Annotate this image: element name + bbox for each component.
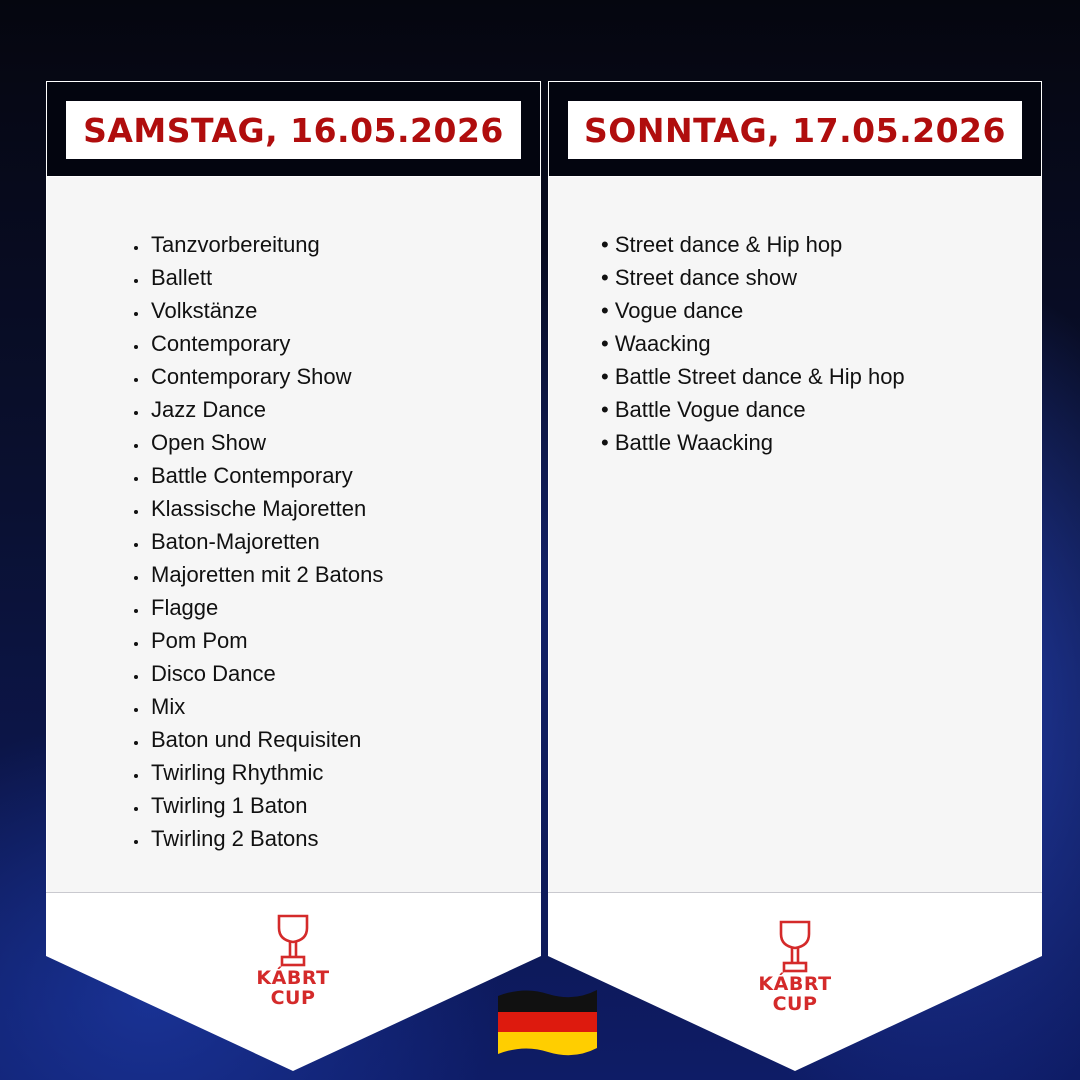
saturday-divider	[46, 892, 541, 893]
list-item: • Tanzvorbereitung	[149, 228, 383, 261]
list-item: • Street dance show	[601, 265, 798, 290]
saturday-date-box	[66, 101, 521, 159]
kabrt-cup-logo	[253, 914, 333, 1008]
sunday-date: SONNTAG, 17.05.2026	[584, 110, 1006, 150]
list-item: • Contemporary Show	[149, 360, 383, 393]
list-item: • Battle Street dance & Hip hop	[601, 364, 905, 389]
list-item: • Volkstänze	[149, 294, 383, 327]
saturday-category-list	[149, 228, 383, 855]
list-item: • Twirling 1 Baton	[149, 789, 383, 822]
list-item: • Street dance & Hip hop	[601, 232, 843, 257]
list-item: • Ballett	[149, 261, 383, 294]
list-item: • Baton-Majoretten	[149, 525, 383, 558]
sunday-header	[548, 81, 1042, 177]
list-item: • Baton und Requisiten	[149, 723, 383, 756]
sunday-card	[548, 81, 1042, 1071]
list-item: • Open Show	[149, 426, 383, 459]
saturday-date: SAMSTAG, 16.05.2026	[83, 110, 504, 150]
list-item: • Klassische Majoretten	[149, 492, 383, 525]
list-item: • Pom Pom	[149, 624, 383, 657]
list-item: • Waacking	[601, 331, 711, 356]
list-item: • Contemporary	[149, 327, 383, 360]
saturday-card	[46, 81, 541, 1071]
saturday-header	[46, 81, 541, 177]
list-item: • Jazz Dance	[149, 393, 383, 426]
logo-line-2: CUP	[270, 987, 316, 1009]
list-item: • Flagge	[149, 591, 383, 624]
germany-flag-icon	[494, 986, 601, 1060]
sunday-date-box	[568, 101, 1022, 159]
logo-line-2: CUP	[772, 993, 818, 1015]
trophy-icon	[276, 914, 310, 968]
trophy-icon	[778, 920, 812, 974]
list-item: • Battle Contemporary	[149, 459, 383, 492]
list-item: • Disco Dance	[149, 657, 383, 690]
kabrt-cup-logo	[755, 920, 835, 1014]
list-item: • Battle Vogue dance	[601, 397, 806, 422]
sunday-divider	[548, 892, 1042, 893]
list-item: • Majoretten mit 2 Batons	[149, 558, 383, 591]
logo-line-1: KÁBRT	[256, 967, 330, 989]
logo-line-1: KÁBRT	[758, 973, 832, 995]
list-item: • Twirling 2 Batons	[149, 822, 383, 855]
sunday-category-list	[601, 228, 905, 459]
list-item: • Mix	[149, 690, 383, 723]
list-item: • Vogue dance	[601, 298, 744, 323]
list-item: • Twirling Rhythmic	[149, 756, 383, 789]
list-item: • Battle Waacking	[601, 430, 773, 455]
